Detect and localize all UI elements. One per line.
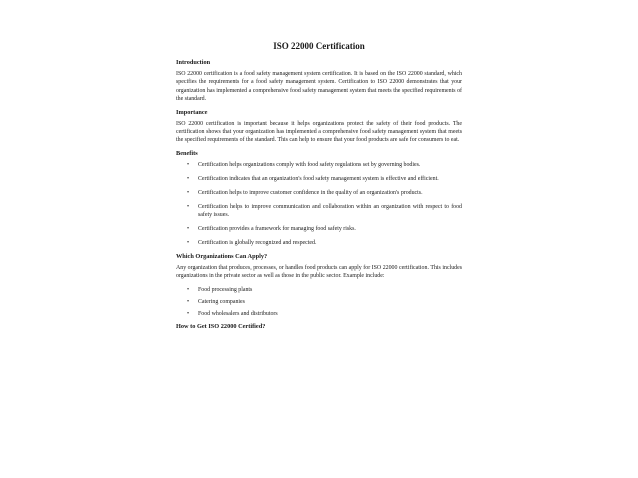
- section-heading-benefits: Benefits: [176, 149, 198, 157]
- importance-paragraph: ISO 22000 certification is important because it helps organizations protect the safety of their food products. The certification shows that your organization has implemented a comprehensive food safety management system that meets the specified requirements of the standard. This can help to ensure that your food products are safe for consumers to eat.: [176, 120, 462, 144]
- list-item: • Food wholesalers and distributors: [176, 310, 462, 318]
- section-heading-introduction: Introduction: [176, 59, 211, 66]
- section-heading-which-organizations: Which Organizations Can Apply?: [176, 252, 268, 260]
- list-item: • Catering companies: [176, 298, 462, 306]
- list-item: • Certification is globally recognized and respected.: [176, 239, 462, 247]
- section-heading-importance: Importance: [176, 108, 208, 116]
- document-content: [176, 40, 462, 334]
- list-item: • Certification helps organizations comply with food safety regulations set by governing bodies.: [176, 161, 462, 169]
- section-heading-how-to-get-certified: How to Get ISO 22000 Certified?: [176, 322, 266, 330]
- document-title: ISO 22000 Certification: [273, 41, 365, 51]
- list-item: • Certification indicates that an organization's food safety management system is effective and efficient.: [176, 175, 462, 183]
- list-item: • Certification helps to improve customer confidence in the quality of an organization's products.: [176, 189, 462, 197]
- introduction-paragraph: ISO 22000 certification is a food safety management system certification. It is based on the ISO 22000 standard, which specifies the requirements for a food safety management system. Certification to ISO 22000 demonstrates that your organization has implemented a comprehensive food safety management system that meets the specified requirements of the standard.: [176, 71, 462, 103]
- list-item: • Food processing plants: [176, 286, 462, 294]
- benefits-list: [176, 161, 462, 247]
- which-organizations-paragraph: Any organization that produces, processes, or handles food products can apply for ISO 22000 certification. This includes organizations in the private sector as well as those in the public sector. Example include:: [176, 264, 462, 280]
- list-item: • Certification helps to improve communication and collaboration within an organization with respect to food safety issues.: [176, 203, 462, 220]
- organization-examples-list: [176, 286, 462, 319]
- list-item: • Certification provides a framework for managing food safety risks.: [176, 225, 462, 233]
